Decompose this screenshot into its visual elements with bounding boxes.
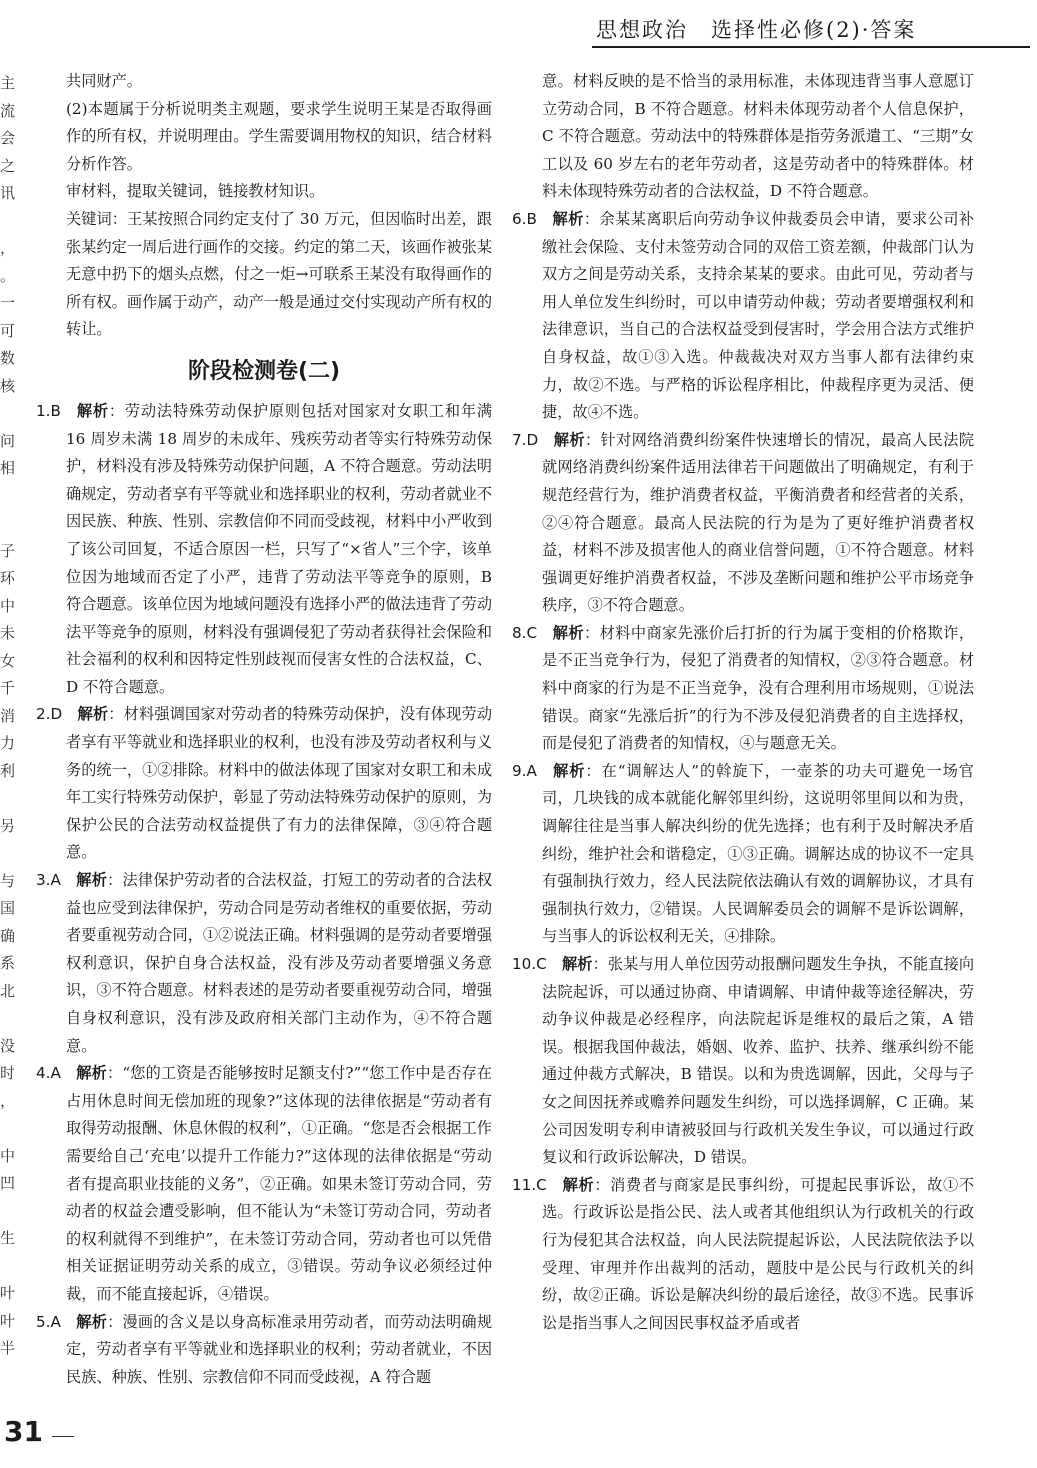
answer-number: 8.C	[512, 623, 538, 642]
gutter-char: 国	[0, 899, 16, 917]
answer-body	[512, 427, 974, 620]
gutter-char: 相	[0, 459, 16, 477]
gutter-char: 主	[0, 74, 16, 92]
answer-label: 解析	[552, 209, 584, 228]
gutter-char	[0, 1253, 24, 1281]
answer-text: ：余某某离职后向劳动争议仲裁委员会申请，要求公司补缴社会保险、支付未签劳动合同的双倍工资差额，仲裁部门认为双方之间是劳动关系，支持余某某的要求。由此可见，劳动者与用人单位发生纠纷时，可以申请劳动仲裁；劳动者要增强权利和法律意识，当自己的合法权益受到侵害时，学会用合法方式维护自身权益，故①③入选。仲裁裁决对双方当事人都有法律约束力，故②不选。与严格的诉讼程序相比，仲裁程序更为灵活、便捷，故④不选。	[542, 209, 974, 422]
gutter-char: ，	[0, 1091, 16, 1110]
answer-item	[512, 206, 974, 427]
answer-number: 4.A	[36, 1064, 61, 1083]
answer-body	[512, 620, 974, 758]
answer-lead	[36, 705, 108, 723]
gutter-char: 力	[0, 734, 16, 752]
answer-body	[36, 701, 492, 867]
answer-body	[36, 867, 492, 1060]
gutter-char	[0, 1005, 24, 1033]
answer-body	[36, 1309, 492, 1392]
gutter-char: 千	[0, 679, 16, 697]
answer-lead	[512, 210, 584, 228]
gutter-char: 凹	[0, 1174, 16, 1192]
gutter-char: 叶	[0, 1311, 16, 1330]
answer-text: ：消费者与商家是民事纠纷，可提起民事诉讼，故①不选。行政诉讼是指公民、法人或者其他组织认为行政机关的行政行为侵犯其合法权益，向人民法院提起诉讼，人民法院依法予以受理、审理并作出裁判的活动，题肢中是公民与行政机关的纠纷，故②正确。诉讼是解决纠纷的最后途径，故③不选。民事诉讼是指当事人之间因民事权益矛盾或者	[542, 1175, 974, 1332]
answer-label: 解析	[561, 1175, 595, 1194]
answer-body	[36, 398, 492, 702]
gutter-char: 会	[0, 129, 16, 147]
answer-text: ：在“调解达人”的斡旋下，一壶茶的功夫可避免一场官司，几块钱的成本就能化解邻里纠纷，这说明邻里间以和为贵，调解往往是当事人解决纠纷的优先选择；也有利于及时解决矛盾纠纷，维护社会和谐稳定，①③正确。调解达成的协议不一定具有强制执行效力，经人民法院依法确认有效的调解协议，才具有强制执行效力，②错误。人民调解委员会的调解不是诉讼调解，与当事人的诉讼权利无关，④排除。	[542, 761, 974, 946]
answer-lead	[512, 624, 584, 642]
answer-body	[36, 1060, 492, 1308]
answer-number: 9.A	[512, 761, 537, 780]
continuation-paragraph: 意。材料反映的是不恰当的录用标准，未体现违背当事人意愿订立劳动合同，B 不符合题意。材料未体现劳动者个人信息保护，C 不符合题意。劳动法中的特殊群体是指劳务派遣工、“三期”女工以及 60 岁左右的老年劳动者，这是劳动者中的特殊群体。材料未体现特殊劳动者的合法权益，D 不符合题意。	[542, 72, 974, 201]
answer-text: ：“您的工资是否能够按时足额支付?”“您工作中是否存在占用休息时间无偿加班的现象?”这体现的法律依据是“劳动者有取得劳动报酬、休息休假的权利”，①正确。“您是否会根据工作需要给自己‘充电’以提升工作能力?”这体现的法律依据是“劳动者有提高职业技能的义务”，②正确。如果未签订劳动合同，劳动者的权益会遭受影响，但不能认为“未签订劳动合同，劳动者的权利就得不到维护”，在未签订劳动合同，劳动者也可以凭借相关证据证明劳动关系的成立，③错误。劳动争议必须经过仲裁，而不能直接起诉，④错误。	[66, 1064, 492, 1303]
answer-text: ：劳动法特殊劳动保护原则包括对国家对女职工和年满 16 周岁未满 18 周岁的未成年、残疾劳动者等实行特殊劳动保护，材料没有涉及特殊劳动保护问题，A 不符合题意。劳动法明确规定，劳动者享有平等就业和选择职业的权利，劳动者就业不因民族、种族、性别、宗教信仰不同而受歧视，材料中小严收到了该公司回复，不适合原因一栏，只写了“×省人”三个字，该单位因为地域而否定了小严，违背了劳动法平等竞争的原则，B 符合题意。该单位因为地域问题没有选择小严的做法违背了劳动法平等竞争的原则，材料没有强调侵犯了劳动者获得社会保险和社会福利的权利和因特定性别歧视而侵害女性的合法权益，C、D 不符合题意。	[66, 401, 492, 696]
gutter-char	[0, 1115, 24, 1143]
gutter-char: 问	[0, 431, 16, 450]
answer-text: ：针对网络消费纠纷案件快速增长的情况，最高人民法院就网络消费纠纷案件适用法律若干问题做出了明确规定，有利于规范经营行为，维护消费者权益，平衡消费者和经营者的关系，②④符合题意。最高人民法院的行为是为了更好维护消费者权益，材料不涉及损害他人的商业信誉问题，①不符合题意。材料强调更好维护消费者权益，不涉及垄断问题和维护公平市场竞争秩序，③不符合题意。	[542, 430, 974, 615]
answer-number: 2.D	[36, 705, 63, 724]
gutter-char: 流	[0, 101, 16, 120]
gutter-char: 另	[0, 816, 16, 835]
gutter-char: 半	[0, 1339, 16, 1357]
gutter-char: 中	[0, 596, 16, 615]
gutter-char: 。	[0, 266, 16, 285]
gutter-char: 环	[0, 569, 16, 587]
section-title: 阶段检测卷(二)	[187, 358, 341, 384]
answer-number: 1.B	[36, 401, 61, 420]
answer-item	[512, 951, 974, 1172]
answer-text: ：材料强调国家对劳动者的特殊劳动保护，没有体现劳动者享有平等就业和选择职业的权利，也没有涉及劳动者权利与义务的统一，①②排除。材料中的做法体现了国家对女职工和未成年工实行特殊劳动保护，彰显了劳动法特殊劳动保护的原则，为保护公民的合法劳动权益提供了有力的法律保障，③④符合题意。	[66, 705, 492, 862]
page-number-dash	[52, 1436, 74, 1437]
answer-item	[512, 427, 974, 620]
gutter-char: 未	[0, 624, 16, 642]
left-answer-list	[36, 398, 492, 1391]
answer-text: ：张某与用人单位因劳动报酬问题发生争执，不能直接向法院起诉，可以通过协商、申请调解、申请仲裁等途径解决，劳动争议仲裁是必经程序，向法院起诉是维权的最后之策，A 错误。根据我国仲裁法，婚姻、收养、监护、扶养、继承纠纷不能通过仲裁方式解决，B 错误。以和为贵选调解，因此，父母与子女之间因抚养或赡养问题发生纠纷，可以选择调解，C 正确。某公司因发明专利申请被驳回与行政机关发生争议，可以通过行政复议和行政诉讼解决，D 错误。	[542, 955, 974, 1167]
answer-lead	[512, 431, 585, 449]
gutter-char: 北	[0, 981, 16, 1000]
answer-text: ：漫画的含义是以身高标准录用劳动者，而劳动法明确规定，劳动者享有平等就业和选择职业的权利；劳动者就业，不因民族、种族、性别、宗教信仰不同而受歧视，A 符合题	[66, 1312, 492, 1386]
answer-label: 解析	[552, 623, 584, 642]
answer-lead	[36, 1064, 107, 1082]
answer-item	[36, 867, 492, 1060]
answer-label: 解析	[561, 955, 593, 973]
answer-number: 7.D	[512, 430, 539, 449]
gutter-char: 中	[0, 1146, 16, 1165]
answer-item	[512, 620, 974, 758]
answer-lead	[512, 955, 593, 973]
answer-item	[36, 701, 492, 867]
answer-label: 解析	[553, 430, 585, 449]
intro-paragraph: 关键词：王某按照合同约定支付了 30 万元，但因临时出差，跟张某约定一周后进行画作的交接。约定的第二天，该画作被张某无意中扔下的烟头点燃，付之一炬→可联系王某没有取得画作的所有权。画作属于动产，动产一般是通过交付实现动产所有权的转让。	[66, 209, 492, 339]
answer-lead	[512, 762, 585, 780]
gutter-char: 消	[0, 706, 16, 725]
answer-label: 解析	[76, 1064, 107, 1083]
gutter-char: 生	[0, 1229, 16, 1247]
answer-label: 解析	[552, 761, 586, 780]
gutter-char	[0, 208, 24, 236]
header-rule	[592, 46, 1030, 48]
gutter-char	[0, 785, 24, 813]
gutter-char: 利	[0, 761, 16, 780]
answer-text: ：法律保护劳动者的合法权益，打短工的劳动者的合法权益也应受到法律保护，劳动合同是劳动者维权的重要依据，劳动者要重视劳动合同，①②说法正确。材料强调的是劳动者要增强权利意识，保护自身合法权益，没有涉及劳动者要增强义务意识，③不符合题意。材料表述的是劳动者要重视劳动合同，增强自身权利意识，没有涉及政府相关部门主动作为，④不符合题意。	[66, 871, 492, 1055]
answer-item	[512, 758, 974, 951]
gutter-char: 可	[0, 321, 16, 340]
gutter-char: ，	[0, 239, 16, 257]
answer-lead	[512, 1176, 594, 1194]
answer-label: 解析	[76, 401, 109, 420]
answer-item	[36, 398, 492, 702]
answer-label: 解析	[76, 1312, 108, 1331]
answer-label: 解析	[76, 871, 108, 890]
answer-number: 11.C	[512, 1175, 547, 1194]
answer-number: 5.A	[36, 1312, 61, 1331]
gutter-char: 一	[0, 294, 16, 312]
gutter-char: 没	[0, 1036, 16, 1055]
running-header: 思想政治 选择性必修(2)·答案	[596, 18, 917, 42]
gutter-char: 子	[0, 541, 16, 560]
answer-item	[512, 1172, 974, 1338]
answer-number: 10.C	[512, 955, 547, 973]
gutter-char	[0, 510, 24, 538]
gutter-char: 叶	[0, 1284, 16, 1302]
gutter-char	[0, 483, 24, 511]
gutter-char: 确	[0, 926, 16, 945]
answer-body	[512, 1172, 974, 1338]
right-answer-list	[512, 206, 974, 1337]
gutter-char: 讯	[0, 184, 16, 202]
page-number: 31	[4, 1415, 43, 1448]
answer-item	[36, 1060, 492, 1308]
gutter-margin-text	[0, 70, 24, 1410]
answer-lead	[36, 402, 109, 420]
gutter-char: 核	[0, 376, 16, 395]
gutter-char: 时	[0, 1064, 16, 1082]
answer-body	[512, 951, 974, 1172]
answer-item	[36, 1309, 492, 1392]
answer-label: 解析	[77, 705, 109, 724]
gutter-char: 数	[0, 349, 16, 367]
answer-body	[512, 758, 974, 951]
gutter-char: 与	[0, 871, 16, 890]
answer-lead	[36, 871, 107, 889]
gutter-char	[0, 1198, 24, 1226]
gutter-char	[0, 840, 24, 868]
intro-paragraph: 审材料，提取关键词，链接教材知识。	[66, 182, 325, 201]
left-column	[36, 68, 492, 1413]
answer-text: ：材料中商家先涨价后打折的行为属于变相的价格欺诈，是不正当竞争行为，侵犯了消费者的知情权，②③符合题意。材料中商家的行为是不正当竞争，没有合理利用市场规则，①说法错误。商家“先涨后折”的行为不涉及侵犯消费者的自主选择权，而是侵犯了消费者的知情权，④与题意无关。	[542, 623, 974, 753]
answer-number: 3.A	[36, 871, 61, 890]
intro-line: 共同财产。	[66, 72, 142, 90]
gutter-char: 系	[0, 954, 16, 972]
gutter-char	[0, 400, 24, 428]
gutter-char: 之	[0, 156, 16, 175]
answer-body	[512, 206, 974, 427]
answer-number: 6.B	[512, 209, 537, 228]
right-column	[512, 68, 974, 1413]
answer-lead	[36, 1313, 107, 1331]
intro-paragraph: (2)本题属于分析说明类主观题，要求学生说明王某是否取得画作的所有权，并说明理由。学生需要调用物权的知识，结合材料分析作答。	[66, 99, 492, 173]
gutter-char: 女	[0, 651, 16, 670]
